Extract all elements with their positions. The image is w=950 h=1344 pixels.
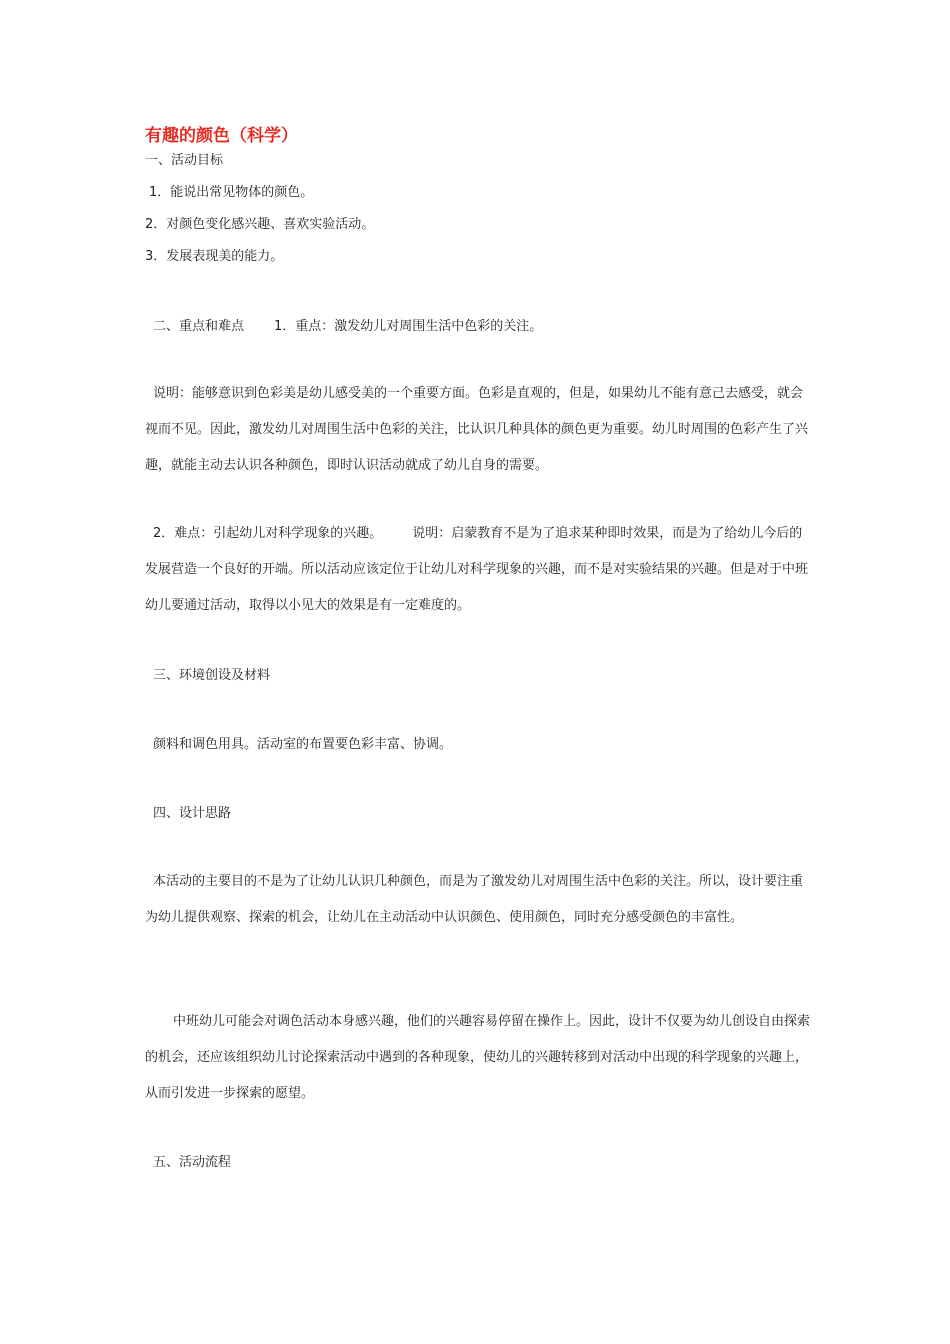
goal-item-1: 1．能说出常见物体的颜色。 (149, 185, 314, 200)
difficulty-paragraph (145, 516, 810, 624)
section-heading-key-points (153, 317, 542, 337)
section-heading-goals: 一、活动目标 (145, 153, 224, 168)
goal-item-2: 2．对颜色变化感兴趣、喜欢实验活动。 (145, 217, 375, 232)
section-heading-process: 五、活动流程 (153, 1155, 232, 1170)
section-heading-environment: 三、环境创设及材料 (153, 668, 271, 683)
difficulty-explanation: 说明：启蒙教育不是为了追求某种即时效果，而是为了给幼儿今后的发展营造一个良好的开端。所以活动应该定位于让幼儿对科学现象的兴趣，而不是对实验结果的兴趣。但是对于中班幼儿要通过活动，取得以小见大的效果是有一定难度的。 (145, 526, 809, 613)
environment-content: 颜料和调色用具。活动室的布置要色彩丰富、协调。 (153, 737, 453, 752)
difficulty-text: 2．难点：引起幼儿对科学现象的兴趣。 (153, 526, 383, 541)
design-paragraph-1: 本活动的主要目的不是为了让幼儿认识几种颜色，而是为了激发幼儿对周围生活中色彩的关注。所以，设计要注重为幼儿提供观察、探索的机会，让幼儿在主动活动中认识颜色、使用颜色，同时充分感受颜色的丰富性。 (145, 874, 804, 925)
design-paragraph-2: 中班幼儿可能会对调色活动本身感兴趣，他们的兴趣容易停留在操作上。因此，设计不仅要为幼儿创设自由探索的机会，还应该组织幼儿讨论探索活动中遇到的各种现象，使幼儿的兴趣转移到对活动中出现的科学现象的兴趣上，从而引发进一步探索的愿望。 (145, 1014, 811, 1101)
section-heading-design: 四、设计思路 (153, 806, 232, 821)
key-point-text: 1．重点：激发幼儿对周围生活中色彩的关注。 (274, 319, 543, 334)
key-point-explanation: 说明：能够意识到色彩美是幼儿感受美的一个重要方面。色彩是直观的，但是，如果幼儿不能有意己去感受，就会视而不见。因此，激发幼儿对周围生活中色彩的关注，比认识几种具体的颜色更为重要。幼儿时周围的色彩产生了兴趣，就能主动去认识各种颜色，即时认识活动就成了幼儿自身的需要。 (145, 386, 809, 473)
goal-item-3: 3．发展表现美的能力。 (145, 249, 284, 264)
document-title: 有趣的颜色（科学） (145, 126, 298, 146)
section-heading-key-points-label: 二、重点和难点 (153, 319, 245, 334)
